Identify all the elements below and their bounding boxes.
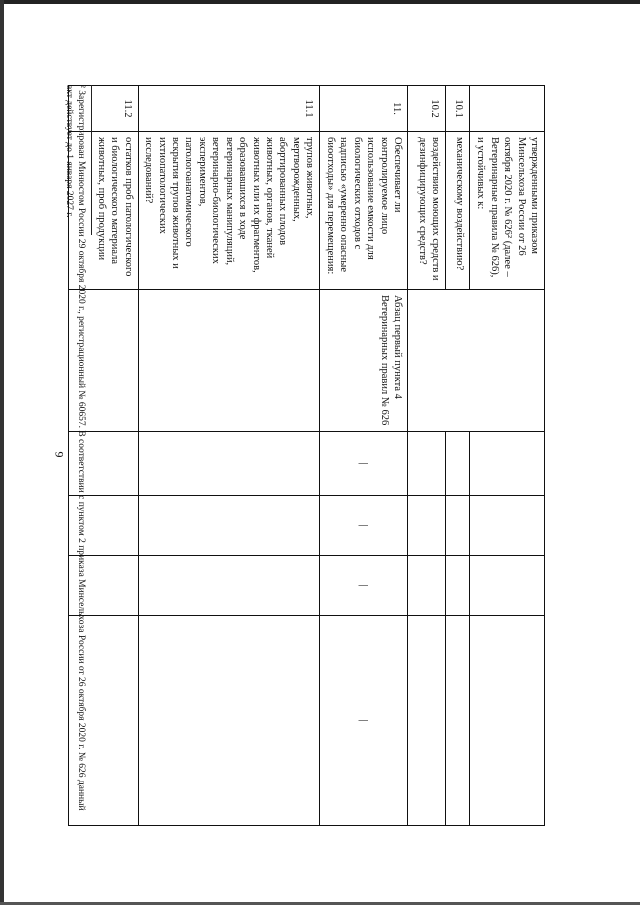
answer-no-cell — [446, 496, 470, 556]
comment-cell — [446, 616, 470, 826]
requirement-text: механическому воздействию? — [446, 132, 470, 290]
table-row — [446, 86, 470, 826]
answer-na-cell: | — [320, 556, 408, 616]
row-number: 11.1 — [138, 86, 320, 132]
answer-na-cell — [408, 556, 446, 616]
comment-cell — [408, 616, 446, 826]
comment-cell — [470, 616, 545, 826]
legal-basis: Абзац первый пункта 4 Ветеринарных правил № 626 — [320, 290, 408, 432]
table-row — [138, 86, 320, 826]
requirement-text: Обеспечивает ли контролируемое лицо использование емкости для биологических отходов с надписью «умеренно опасные биоотходы» для перемещения: — [320, 132, 408, 290]
answer-no-cell: | — [320, 496, 408, 556]
answer-yes-cell: | — [320, 432, 408, 496]
comment-cell — [138, 616, 320, 826]
table-row — [408, 86, 446, 826]
answer-no-cell — [138, 496, 320, 556]
checklist-table-frame — [95, 85, 545, 825]
row-number: 10.2 — [408, 86, 446, 132]
requirement-text: остатков проб патологического и биологического материала животных, проб продукции — [68, 132, 138, 290]
page-number: 9 — [52, 451, 67, 458]
requirement-text: утвержденными приказом Минсельхоза России от 26 октября 2020 г. № 626² (далее – Ветеринарные правила № 626), и устойчивых к: — [470, 132, 545, 290]
answer-na-cell — [446, 556, 470, 616]
comment-cell: | — [320, 616, 408, 826]
legal-basis — [408, 290, 545, 432]
row-number: 11.2 — [68, 86, 138, 132]
checklist-rows — [68, 86, 544, 826]
answer-na-cell — [470, 556, 545, 616]
table-row — [470, 86, 545, 826]
answer-yes-cell — [470, 432, 545, 496]
legal-basis — [138, 290, 320, 432]
requirement-text: воздействию моющих средств и дезинфицирующих средств? — [408, 132, 446, 290]
footnote-rule — [91, 85, 92, 235]
answer-yes-cell — [446, 432, 470, 496]
answer-no-cell — [470, 496, 545, 556]
scan-edge-top — [0, 0, 640, 4]
answer-yes-cell — [408, 432, 446, 496]
footnote: ² Зарегистрирован Минюстом России 29 октября 2020 г., регистрационный № 60657. В соответствии с пунктом 2 приказа Минсельхоза России от 26 октября 2020 г. № 626 данный акт действует до 1 января 2027 г. — [63, 85, 86, 811]
requirement-text: трупов животных, мертворожденных, абортированных плодов животных, органов, тканей животных или их фрагментов, образовавшихся в ходе ветеринарных манипуляций, ветеринарно-биологических экспериментов, патологоанатомического вскрытия трупов животных и ихтиопатологических исследований? — [138, 132, 320, 290]
table-row — [320, 86, 408, 826]
answer-no-cell — [408, 496, 446, 556]
row-number — [470, 86, 545, 132]
row-number: 11. — [320, 86, 408, 132]
rotated-page-content — [0, 85, 640, 905]
row-number: 10.1 — [446, 86, 470, 132]
answer-yes-cell — [138, 432, 320, 496]
checklist-table — [68, 85, 545, 826]
answer-na-cell — [138, 556, 320, 616]
